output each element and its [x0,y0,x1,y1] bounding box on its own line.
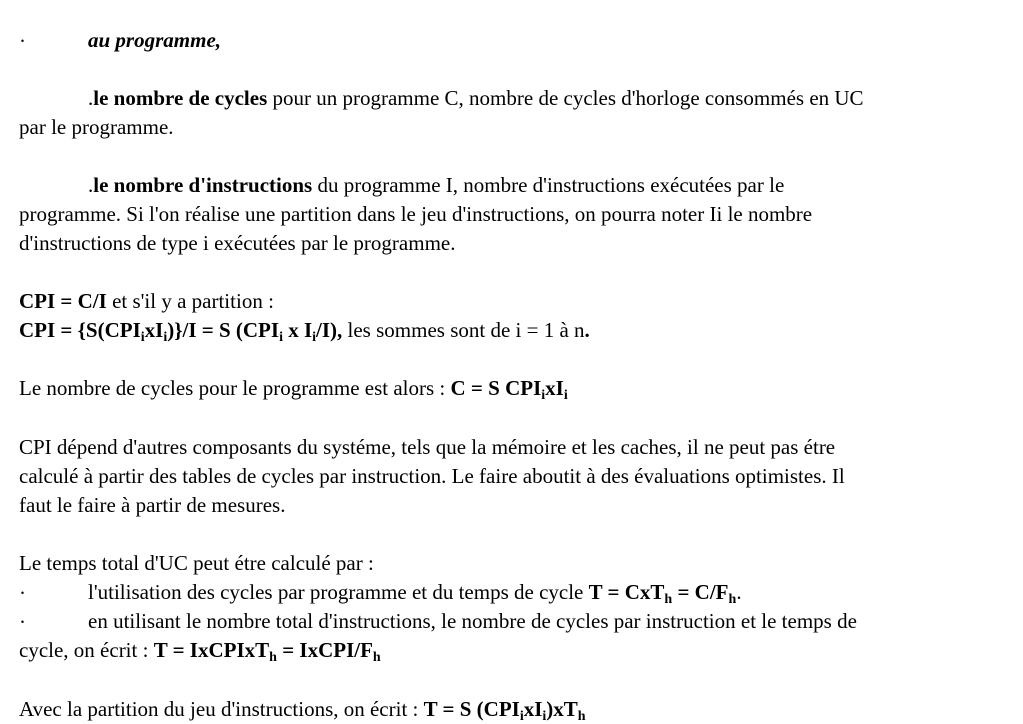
formula-line: CPI = C/I et s'il y a partition : [19,289,274,313]
paragraph-line: .le nombre de cycles pour un programme C, nombre de cycles d'horloge consommés en UC [88,86,864,110]
bullet-text-continued: cycle, on écrit : T = IxCPIxT$_h$ = IxCPI/$F_h$ [19,638,381,665]
bullet-text: l'utilisation des cycles par programme et du temps de cycle $T = CxT_h = C/F_h$. [88,580,742,607]
bullet-mark: · [19,29,26,53]
paragraph-line: programme. Si l'on réalise une partition dans le jeu d'instructions, on pourra noter Ii le nombre [19,202,813,226]
cycles-formula-line: Le nombre de cycles pour le programme est alors : C = S $CPI_ixI_i$ [19,376,568,403]
bullet-text: au programme, [88,28,222,52]
bullet-mark: · [19,581,26,605]
bullet-text: en utilisant le nombre total d'instructions, le nombre de cycles par instruction et le temps de [88,609,857,633]
paragraph-line: faut le faire à partir de mesures. [19,493,286,517]
paragraph-line: par le programme. [19,115,174,139]
paragraph-line: d'instructions de type i exécutées par le programme. [19,231,456,255]
paragraph-line: CPI dépend d'autres composants du systéme, tels que la mémoire et les caches, il ne peut pas étre [19,435,836,459]
formula-line: CPI = $\{S(CPI_ixI_i)\}/I = S$ ($CPI_i$ x $I_i/I$), les sommes sont de i = 1 à n. [19,318,590,345]
term-bold: le nombre de cycles [93,86,268,110]
paragraph-line: calculé à partir des tables de cycles par instruction. Le faire aboutit à des évaluations optimistes. Il [19,464,845,488]
partition-formula-line: Avec la partition du jeu d'instructions, on écrit : T = S $(CPI_ixI_i)xT_h$ [19,697,586,724]
bullet-mark: · [19,610,26,634]
paragraph-line: .le nombre d'instructions du programme I, nombre d'instructions exécutées par le [88,173,785,197]
paragraph-line: Le temps total d'UC peut étre calculé par : [19,551,374,575]
term-bold: le nombre d'instructions [93,173,313,197]
